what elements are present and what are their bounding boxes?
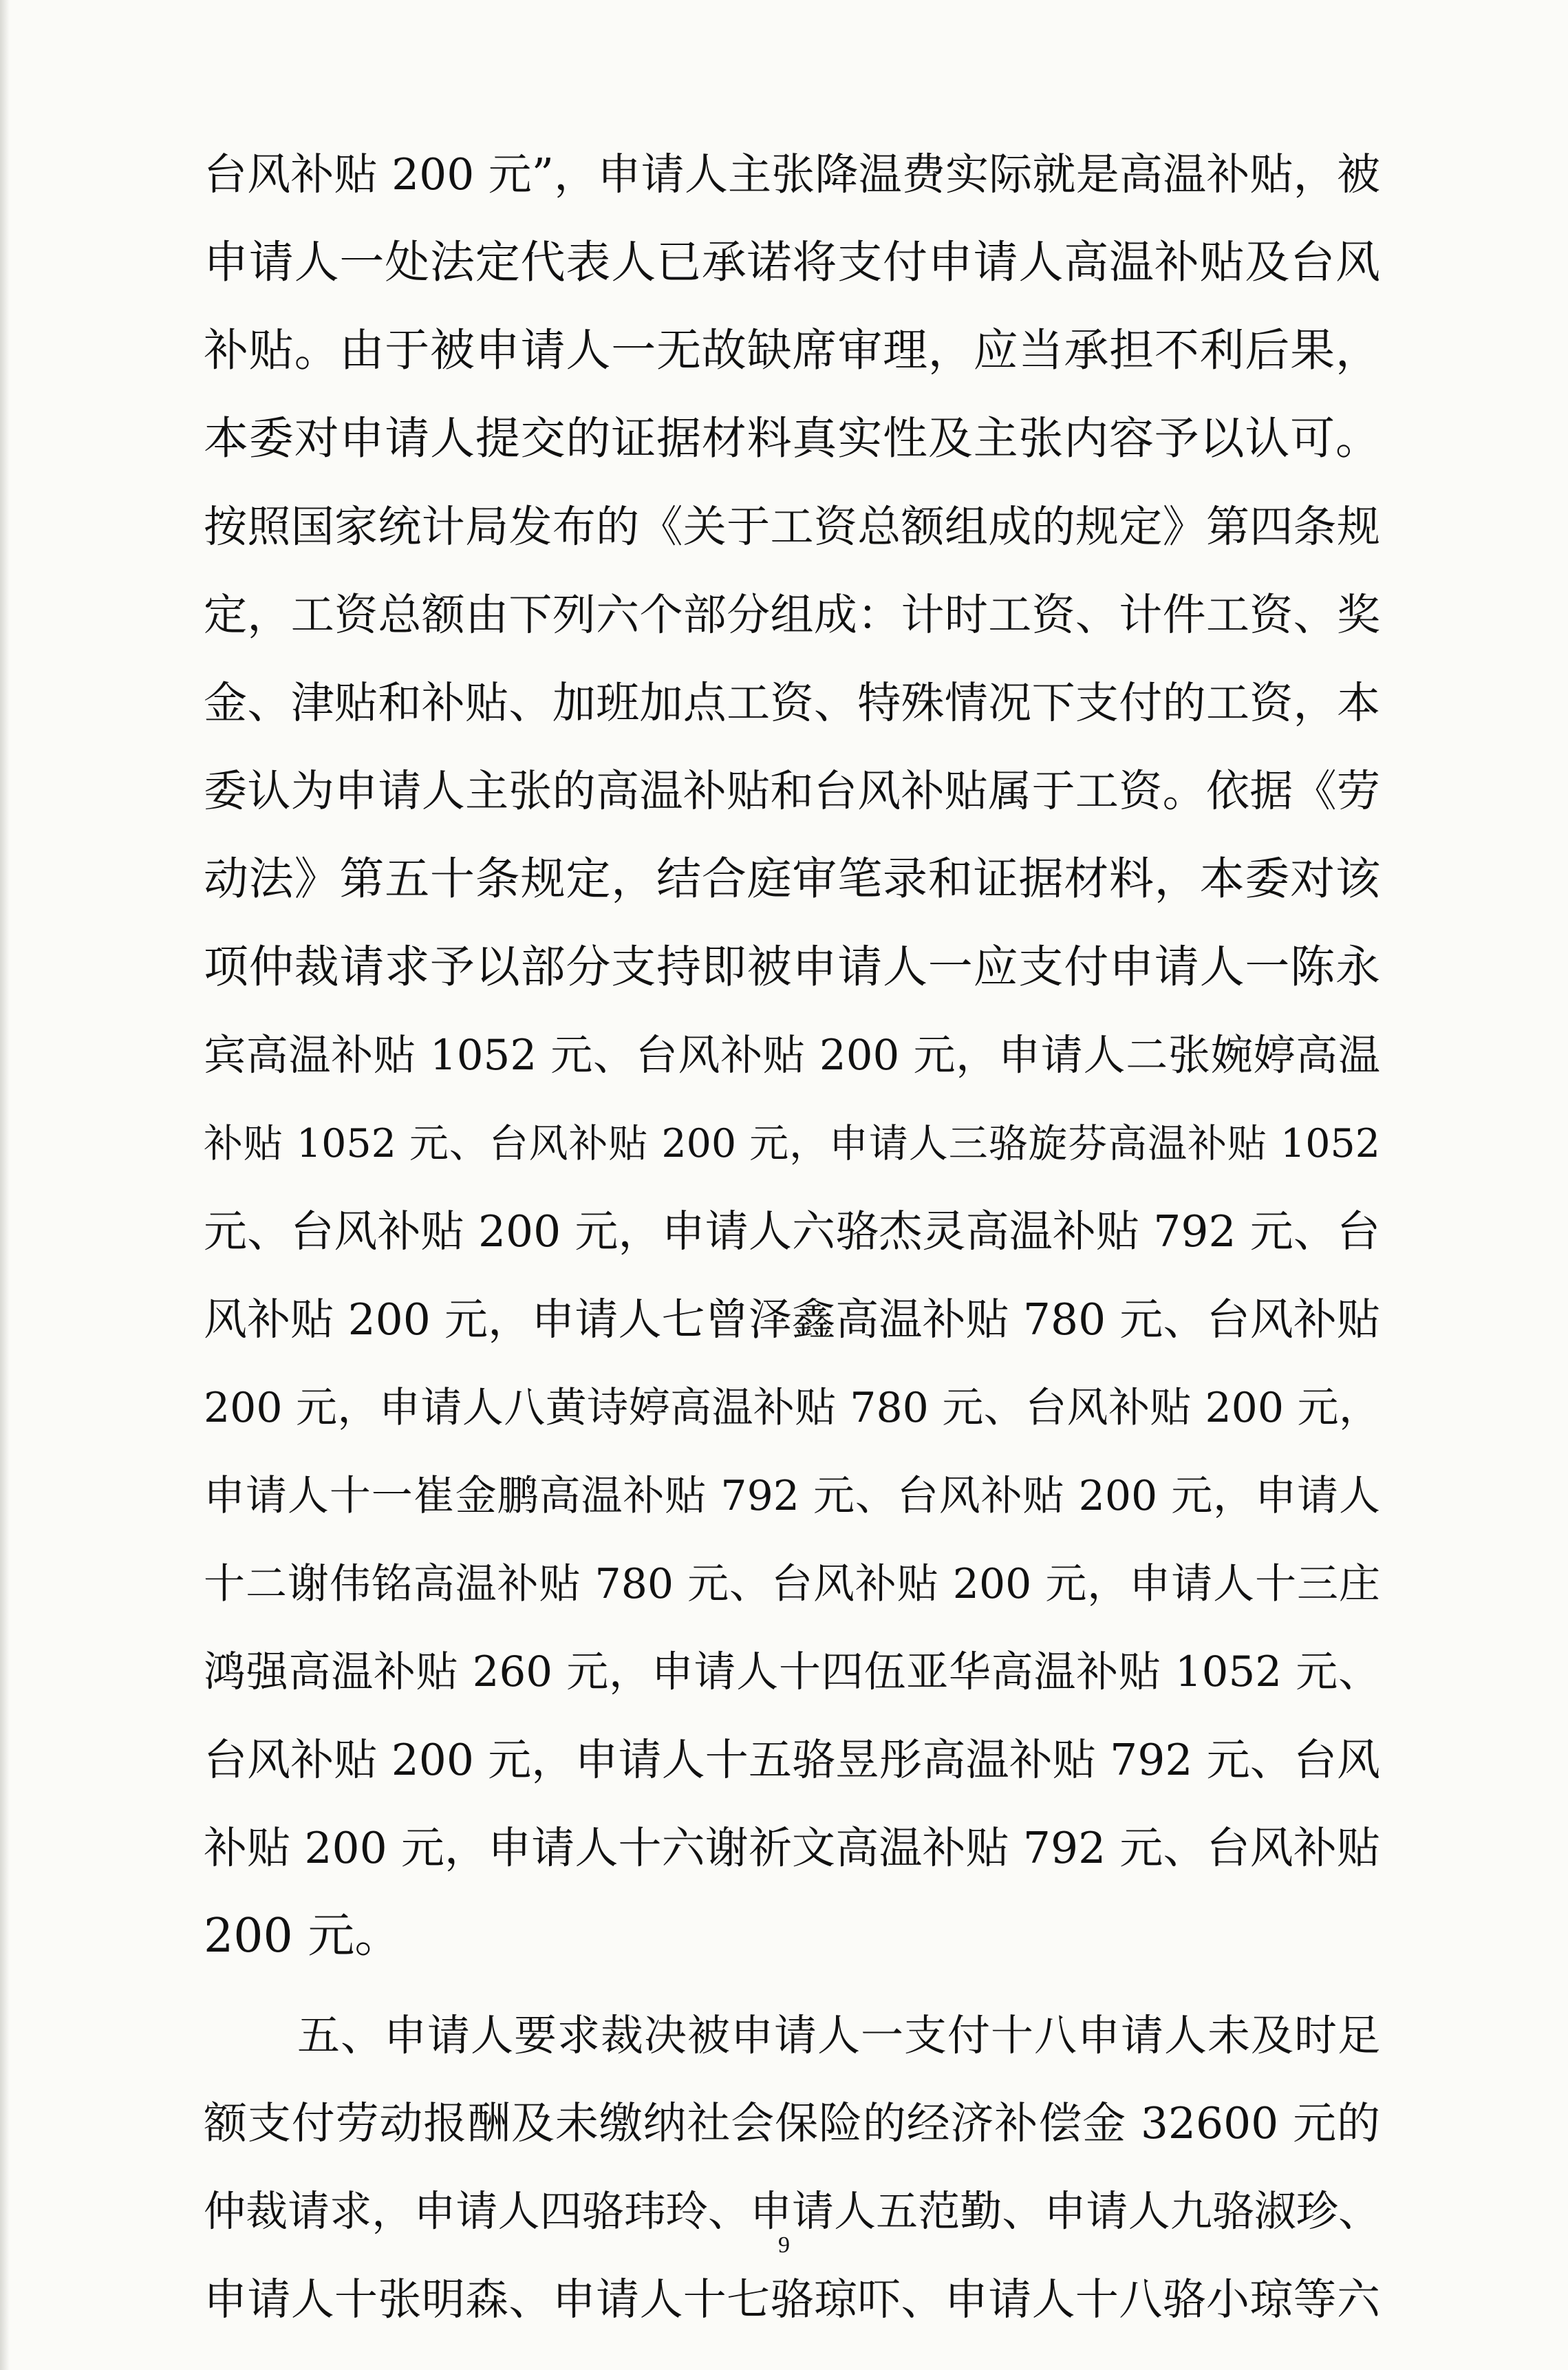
text-line: 补贴 200 元，申请人十六谢祈文高温补贴 792 元、台风补贴 xyxy=(204,1823,1380,1873)
text-line: 动法》第五十条规定，结合庭审笔录和证据材料，本委对该 xyxy=(204,853,1380,905)
text-line: 十二谢伟铭高温补贴 780 元、台风补贴 200 元，申请人十三庄 xyxy=(204,1560,1380,1608)
text-line: 本委对申请人提交的证据材料真实性及主张内容予以认可。 xyxy=(204,413,1380,465)
page-number: 9 xyxy=(778,2232,790,2258)
text-line: 鸿强高温补贴 260 元，申请人十四伍亚华高温补贴 1052 元、 xyxy=(204,1647,1380,1696)
text-line: 200 元，申请人八黄诗婷高温补贴 780 元、台风补贴 200 元， xyxy=(204,1384,1380,1432)
text-line: 按照国家统计局发布的《关于工资总额组成的规定》第四条规 xyxy=(204,502,1380,552)
text-line: 项仲裁请求予以部分支持即被申请人一应支付申请人一陈永 xyxy=(204,941,1380,993)
text-line: 台风补贴 200 元”，申请人主张降温费实际就是高温补贴，被 xyxy=(204,149,1380,200)
text-line: 申请人一处法定代表人已承诺将支付申请人高温补贴及台风 xyxy=(204,237,1380,288)
text-line: 台风补贴 200 元，申请人十五骆昱彤高温补贴 792 元、台风 xyxy=(204,1735,1380,1785)
text-line: 补贴。由于被申请人一无故缺席审理，应当承担不利后果， xyxy=(204,325,1380,376)
text-line: 补贴 1052 元、台风补贴 200 元，申请人三骆旋芬高温补贴 1052 xyxy=(204,1121,1380,1166)
text-line: 委认为申请人主张的高温补贴和台风补贴属于工资。依据《劳 xyxy=(204,766,1380,816)
text-line: 风补贴 200 元，申请人七曾泽鑫高温补贴 780 元、台风补贴 xyxy=(204,1294,1380,1345)
text-line: 申请人十张明森、申请人十七骆琼吓、申请人十八骆小琼等六 xyxy=(204,2274,1380,2325)
text-line: 金、津贴和补贴、加班加点工资、特殊情况下支付的工资，本 xyxy=(204,678,1380,728)
text-line: 五、申请人要求裁决被申请人一支付十八申请人未及时足 xyxy=(297,2010,1380,2060)
text-line: 宾高温补贴 1052 元、台风补贴 200 元，申请人二张婉婷高温 xyxy=(204,1031,1380,1080)
text-line: 200 元。 xyxy=(204,1909,402,1963)
text-line: 定，工资总额由下列六个部分组成：计时工资、计件工资、奖 xyxy=(204,590,1380,640)
scan-edge-shadow xyxy=(0,0,10,2370)
text-line: 仲裁请求，申请人四骆玮玲、申请人五范勤、申请人九骆淑珍、 xyxy=(204,2187,1380,2236)
text-line: 额支付劳动报酬及未缴纳社会保险的经济补偿金 32600 元的 xyxy=(204,2098,1380,2148)
text-line: 申请人十一崔金鹏高温补贴 792 元、台风补贴 200 元，申请人 xyxy=(204,1472,1380,1520)
text-line: 元、台风补贴 200 元，申请人六骆杰灵高温补贴 792 元、台 xyxy=(204,1206,1380,1257)
